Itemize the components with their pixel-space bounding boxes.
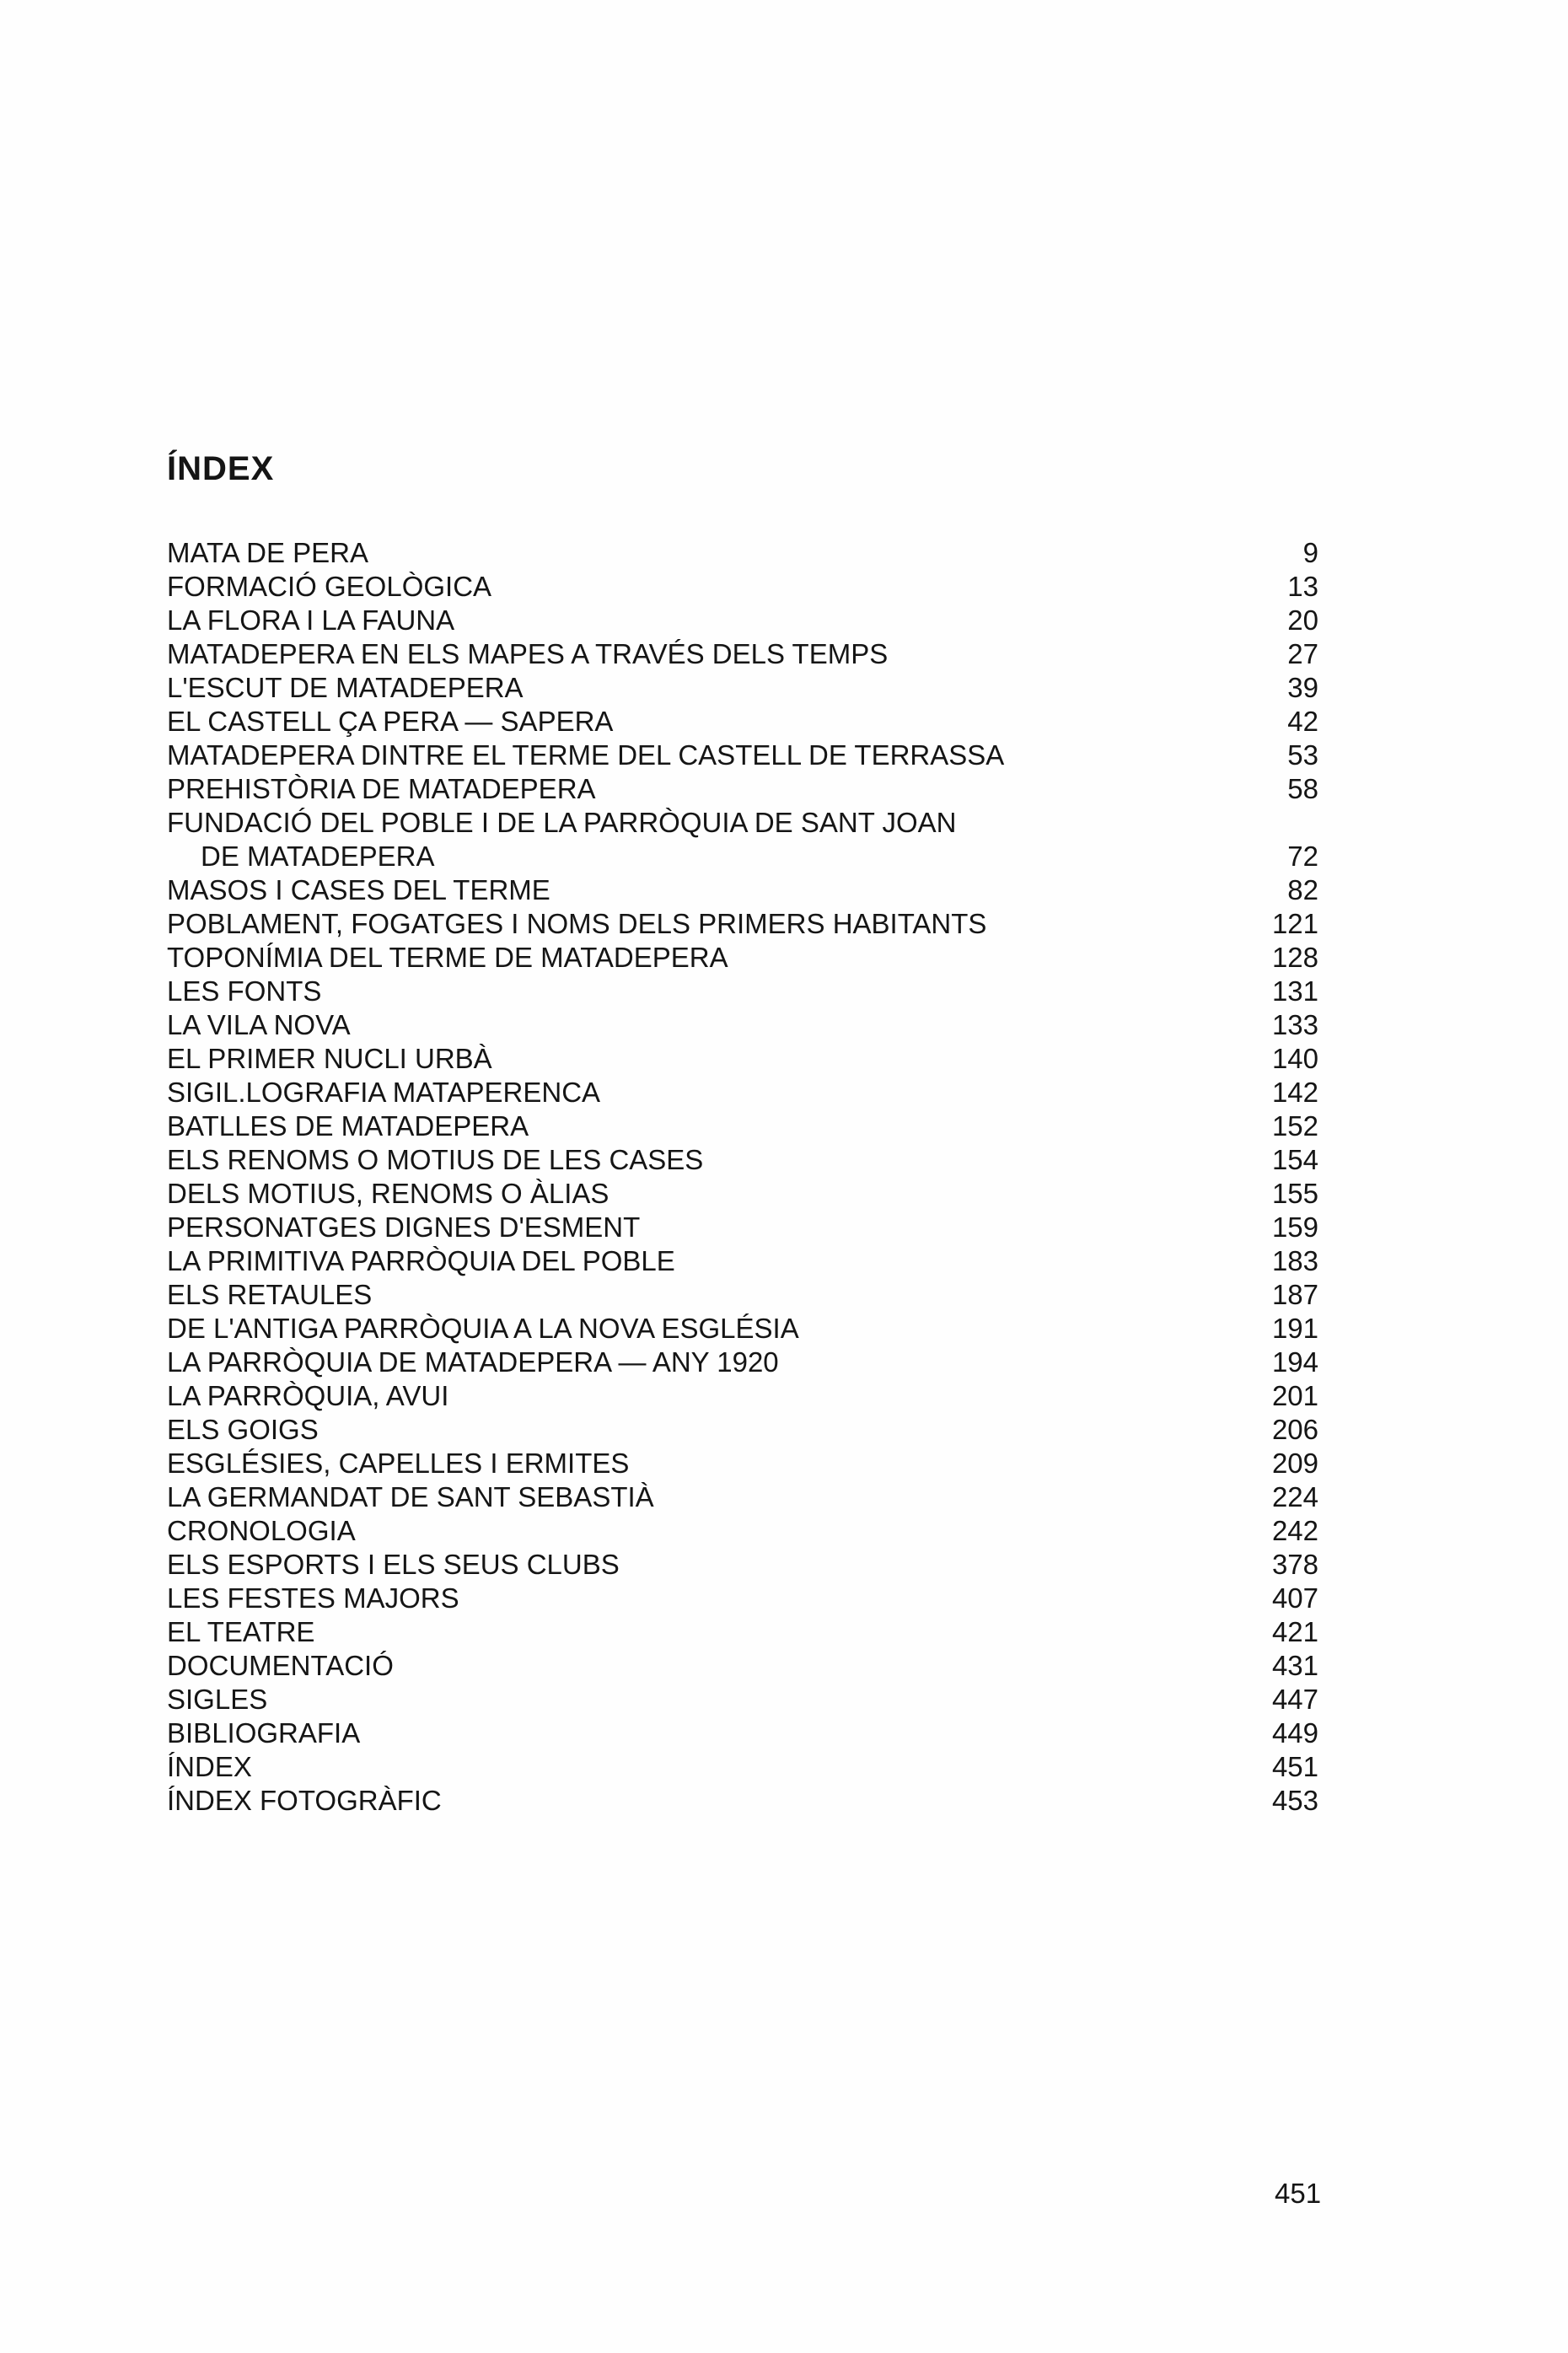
toc-entry-page: 421	[1271, 1616, 1318, 1647]
toc-entry-title-group	[167, 1784, 442, 1818]
toc-entry-title: ELS GOIGS	[167, 1414, 319, 1445]
toc-entry-title-group	[167, 705, 613, 739]
toc-entry	[167, 1514, 1318, 1548]
toc-entry	[167, 705, 1318, 739]
toc-entry	[167, 1177, 1318, 1211]
toc-entry-title-group	[167, 1582, 459, 1615]
toc-entry-title-group	[167, 1143, 703, 1177]
toc-entry-page: 82	[1287, 874, 1318, 905]
toc-entry-title-group	[167, 671, 524, 705]
toc-entry-page: 154	[1271, 1144, 1318, 1175]
toc-entry-title: CRONOLOGIA	[167, 1515, 356, 1546]
toc-entry-title: ESGLÉSIES, CAPELLES I ERMITES	[167, 1448, 630, 1479]
toc-entry	[167, 604, 1318, 637]
toc-entry-page: 447	[1271, 1684, 1318, 1715]
toc-entry-page: 224	[1271, 1481, 1318, 1512]
toc-entry-page: 159	[1271, 1211, 1318, 1243]
toc-entry-title: ELS ESPORTS I ELS SEUS CLUBS	[167, 1549, 620, 1580]
toc-entry-title-group	[167, 536, 368, 570]
toc-entry	[167, 975, 1318, 1008]
toc-entry-page: 58	[1287, 773, 1318, 804]
toc-entry-page: 142	[1271, 1077, 1318, 1108]
toc-entry	[167, 1548, 1318, 1582]
toc-entry-title-group	[167, 975, 321, 1008]
toc-entry	[167, 1346, 1318, 1379]
toc-entry-title-group	[167, 1346, 779, 1379]
toc-entry-title: LA PRIMITIVA PARRÒQUIA DEL POBLE	[167, 1245, 675, 1276]
toc-entry	[167, 1312, 1318, 1346]
toc-entry-title-group	[167, 873, 550, 907]
toc-entry-title: LA FLORA I LA FAUNA	[167, 604, 455, 636]
toc-entry-page: 72	[1287, 841, 1318, 872]
toc-entry-page: 449	[1271, 1717, 1318, 1749]
toc-entry	[167, 1716, 1318, 1750]
toc-entry-title: LA PARRÒQUIA, AVUI	[167, 1380, 449, 1411]
toc-entry-page: 9	[1302, 537, 1318, 568]
toc-entry-page: 209	[1271, 1448, 1318, 1479]
toc-entry	[167, 536, 1318, 570]
toc-entry-title: BIBLIOGRAFIA	[167, 1717, 361, 1749]
toc-entry-title: LES FESTES MAJORS	[167, 1582, 459, 1614]
toc-entry-title: POBLAMENT, FOGATGES I NOMS DELS PRIMERS HABITANTS	[167, 908, 987, 939]
toc-entry-page: 183	[1271, 1245, 1318, 1276]
toc-entry	[167, 1379, 1318, 1413]
toc-entry-title-group	[167, 1750, 252, 1784]
toc-entry-page: 152	[1271, 1110, 1318, 1142]
toc-entry-title-group	[167, 1008, 351, 1042]
toc-entry-title-group	[167, 1413, 319, 1447]
toc-entry-title-group	[167, 1514, 356, 1548]
toc-entry	[167, 1109, 1318, 1143]
toc-entry-title: PERSONATGES DIGNES D'ESMENT	[167, 1211, 641, 1243]
toc-entry-page: 191	[1271, 1313, 1318, 1344]
toc-entry-title-group	[167, 907, 986, 941]
toc-entry-page: 378	[1271, 1549, 1318, 1580]
toc-entry	[167, 1784, 1318, 1818]
toc-entry-title: L'ESCUT DE MATADEPERA	[167, 672, 524, 703]
toc-entry	[167, 1615, 1318, 1649]
toc-entry-page: 187	[1271, 1279, 1318, 1310]
toc-entry	[167, 1750, 1318, 1784]
toc-entry-title-group	[167, 772, 596, 806]
toc-entry-title-group	[167, 1379, 448, 1413]
toc-entry-title-group	[167, 1076, 600, 1109]
toc-entry-page: 206	[1271, 1414, 1318, 1445]
toc-entry-page: 453	[1271, 1785, 1318, 1816]
toc-entry-page: 39	[1287, 672, 1318, 703]
toc-entry-title-group	[167, 739, 1004, 772]
toc-entry	[167, 873, 1318, 907]
toc-entry-title: PREHISTÒRIA DE MATADEPERA	[167, 773, 596, 804]
toc-entry-title-group	[167, 1716, 360, 1750]
toc-entry-title: MASOS I CASES DEL TERME	[167, 874, 550, 905]
toc-entry-page: 431	[1271, 1650, 1318, 1681]
toc-entry-title: LA GERMANDAT DE SANT SEBASTIÀ	[167, 1481, 654, 1512]
toc-entry	[167, 907, 1318, 941]
page-number: 451	[1275, 2178, 1322, 2209]
toc-entry-title-group	[167, 637, 888, 671]
toc-entry-page: 53	[1287, 739, 1318, 771]
toc-entry-title-group	[167, 604, 454, 637]
toc-entry	[167, 1413, 1318, 1447]
toc-entry-title: ÍNDEX	[167, 1751, 252, 1782]
toc-entry-page: 407	[1271, 1582, 1318, 1614]
toc-entry	[167, 570, 1318, 604]
toc-entry-page: 27	[1287, 638, 1318, 669]
table-of-contents	[167, 536, 1318, 1818]
toc-entry-title: MATADEPERA EN ELS MAPES A TRAVÉS DELS TEMPS	[167, 638, 889, 669]
toc-entry-title: DE L'ANTIGA PARRÒQUIA A LA NOVA ESGLÉSIA	[167, 1313, 799, 1344]
toc-entry-title-group	[167, 1548, 620, 1582]
toc-entry-title-group	[167, 1615, 314, 1649]
toc-entry-page: 194	[1271, 1346, 1318, 1378]
toc-entry-title: FUNDACIÓ DEL POBLE I DE LA PARRÒQUIA DE SANT JOAN	[167, 807, 957, 838]
toc-entry-title: LA VILA NOVA	[167, 1009, 351, 1040]
toc-entry	[167, 671, 1318, 705]
toc-entry-title-group	[167, 1244, 675, 1278]
toc-entry-title: BATLLES DE MATADEPERA	[167, 1110, 529, 1142]
toc-entry-title: ÍNDEX FOTOGRÀFIC	[167, 1785, 442, 1816]
toc-entry	[167, 1480, 1318, 1514]
toc-entry-page: 42	[1287, 706, 1318, 737]
toc-entry-title-group	[167, 1312, 799, 1346]
toc-entry-title-group	[167, 806, 956, 873]
toc-entry	[167, 1008, 1318, 1042]
toc-entry-title: SIGLES	[167, 1684, 268, 1715]
toc-entry	[167, 1447, 1318, 1480]
toc-entry	[167, 1683, 1318, 1716]
toc-entry-title-group	[167, 1109, 529, 1143]
toc-entry-title: ELS RETAULES	[167, 1279, 373, 1310]
toc-entry	[167, 1076, 1318, 1109]
toc-entry-page: 131	[1271, 975, 1318, 1007]
toc-entry	[167, 806, 1318, 873]
toc-entry-page: 13	[1287, 571, 1318, 602]
toc-entry	[167, 637, 1318, 671]
toc-entry-title-group	[167, 1278, 372, 1312]
toc-entry	[167, 941, 1318, 975]
toc-entry	[167, 1278, 1318, 1312]
toc-entry-title: EL PRIMER NUCLI URBÀ	[167, 1043, 492, 1074]
toc-entry-page: 201	[1271, 1380, 1318, 1411]
toc-entry-title: TOPONÍMIA DEL TERME DE MATADEPERA	[167, 942, 728, 973]
toc-entry-page: 242	[1271, 1515, 1318, 1546]
toc-entry	[167, 1244, 1318, 1278]
toc-entry	[167, 1649, 1318, 1683]
toc-entry-page: 451	[1271, 1751, 1318, 1782]
toc-entry-title-group	[167, 1211, 640, 1244]
toc-entry-title-group	[167, 1447, 629, 1480]
toc-entry-page: 128	[1271, 942, 1318, 973]
toc-entry-title: EL TEATRE	[167, 1616, 315, 1647]
toc-entry-title: DELS MOTIUS, RENOMS O ÀLIAS	[167, 1178, 609, 1209]
toc-entry-page: 20	[1287, 604, 1318, 636]
toc-entry	[167, 1582, 1318, 1615]
toc-entry-title-group	[167, 1042, 492, 1076]
toc-entry-title: FORMACIÓ GEOLÒGICA	[167, 571, 492, 602]
toc-entry-title: EL CASTELL ÇA PERA — SAPERA	[167, 706, 614, 737]
toc-entry-page: 155	[1271, 1178, 1318, 1209]
toc-entry-title: LES FONTS	[167, 975, 322, 1007]
toc-entry-page: 140	[1271, 1043, 1318, 1074]
toc-entry-title-continuation: DE MATADEPERA	[201, 841, 435, 872]
toc-entry-title: SIGIL.LOGRAFIA MATAPERENCA	[167, 1077, 601, 1108]
toc-entry-title: MATADEPERA DINTRE EL TERME DEL CASTELL DE TERRASSA	[167, 739, 1005, 771]
toc-entry-title: MATA DE PERA	[167, 537, 368, 568]
toc-entry-title: DOCUMENTACIÓ	[167, 1650, 394, 1681]
toc-entry	[167, 772, 1318, 806]
toc-entry-page: 133	[1271, 1009, 1318, 1040]
toc-entry	[167, 1042, 1318, 1076]
toc-entry-title-group	[167, 1480, 654, 1514]
toc-entry-title-group	[167, 1177, 609, 1211]
toc-entry-title: LA PARRÒQUIA DE MATADEPERA — ANY 1920	[167, 1346, 779, 1378]
toc-entry	[167, 739, 1318, 772]
page-title: ÍNDEX	[167, 450, 275, 487]
toc-entry-title-group	[167, 1649, 394, 1683]
toc-entry	[167, 1211, 1318, 1244]
toc-entry-page: 121	[1271, 908, 1318, 939]
toc-entry-title: ELS RENOMS O MOTIUS DE LES CASES	[167, 1144, 704, 1175]
toc-entry-title-group	[167, 570, 491, 604]
toc-entry-title-group	[167, 941, 728, 975]
toc-entry-title-group	[167, 1683, 267, 1716]
toc-entry	[167, 1143, 1318, 1177]
